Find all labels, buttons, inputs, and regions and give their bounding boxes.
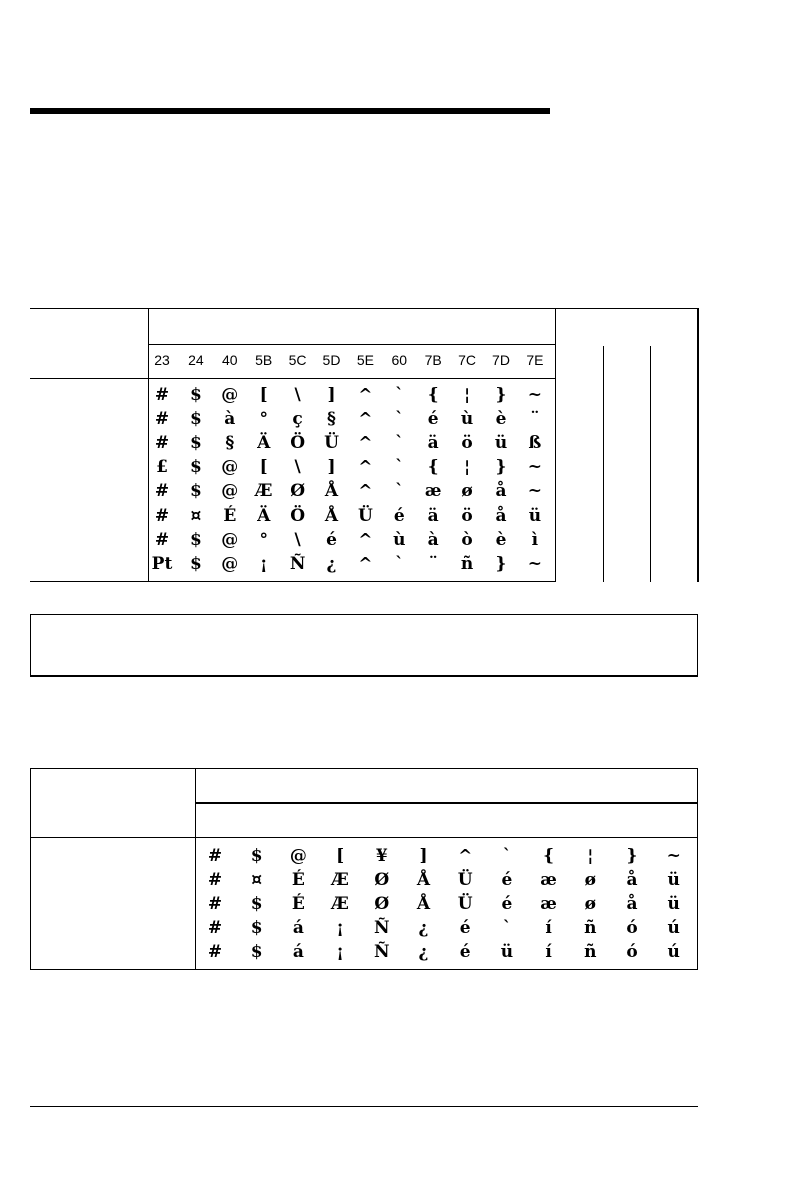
t1-top-border (30, 308, 698, 309)
t1-char-cell: Pt (151, 553, 173, 574)
t2-top-border (30, 768, 698, 769)
t1-char-cell: $ (189, 553, 202, 574)
t2-label-column-divider (195, 768, 196, 970)
t1-char-cell: ^ (358, 409, 373, 430)
t1-char-cell: # (154, 481, 170, 502)
t2-char-cell: { (543, 846, 555, 866)
t2-left-border (30, 768, 31, 970)
t2-char-cell: é (501, 870, 513, 891)
t1-char-cell: ^ (358, 457, 373, 478)
t1-char-cell: @ (221, 457, 239, 478)
t1-char-cell: ¦ (464, 385, 471, 405)
hex-code-5C: 5C (288, 352, 307, 368)
heading-rule (30, 108, 550, 114)
t1-char-cell: ö (461, 505, 473, 526)
t1-char-cell: # (154, 529, 170, 550)
t1-char-cell: ] (327, 385, 336, 405)
t2-char-cell: í (545, 942, 552, 963)
t1-char-cell: Ä (257, 505, 271, 526)
t1-char-cell: à (427, 529, 439, 550)
t2-char-cell: ü (500, 942, 514, 963)
t1-char-cell: ñ (460, 553, 474, 574)
t1-char-cell: ~ (527, 457, 543, 478)
t1-char-cell: } (495, 385, 507, 405)
t1-char-cell: @ (221, 553, 239, 574)
t2-char-cell: # (207, 942, 223, 963)
t1-char-cell: $ (189, 409, 202, 430)
t2-char-cell: ¡ (336, 942, 344, 963)
t1-bottom-border (30, 581, 556, 582)
t1-char-cell: Ä (257, 433, 271, 454)
t2-char-cell: ~ (666, 846, 681, 866)
hex-code-60: 60 (391, 352, 408, 368)
t1-char-cell: ü (528, 505, 542, 526)
t1-char-cell: $ (189, 385, 202, 405)
t1-char-cell: ^ (358, 529, 373, 550)
t2-char-cell: ] (419, 846, 428, 866)
t2-char-cell: É (291, 870, 305, 891)
t2-char-cell: Ü (457, 870, 473, 891)
note-box-bottom (30, 675, 698, 677)
t2-char-cell: ¿ (418, 918, 429, 939)
t1-char-cell: é (427, 409, 439, 430)
t1-char-cell: ä (427, 433, 439, 454)
t1-char-cell: è (495, 409, 507, 430)
hex-code-7C: 7C (458, 352, 477, 368)
t2-char-cell: ^ (458, 846, 473, 866)
t1-char-cell: @ (221, 529, 239, 550)
t1-char-cell: É (223, 505, 237, 526)
t1-char-cell: ö (461, 433, 473, 454)
t1-char-cell: Å (324, 481, 339, 502)
t2-char-cell: $ (250, 942, 263, 963)
t1-char-cell: Ñ (289, 553, 306, 574)
t1-char-cell: ¨ (530, 409, 540, 430)
t1-char-cell: ò (461, 529, 473, 550)
t1-char-cell: # (154, 433, 170, 454)
t2-char-cell: Å (416, 870, 431, 891)
t1-char-cell: å (495, 481, 507, 502)
t1-char-cell: ä (427, 505, 439, 526)
t1-char-cell: £ (156, 457, 168, 478)
t1-char-cell: Å (324, 505, 339, 526)
t2-char-cell: í (545, 918, 552, 939)
t1-char-cell: $ (189, 433, 202, 454)
t2-char-cell: É (291, 894, 305, 915)
t1-char-cell: § (327, 409, 336, 430)
t1-char-cell: Ü (324, 433, 339, 454)
t1-char-cell: ^ (358, 553, 373, 574)
t1-right-border (697, 308, 699, 582)
t2-char-cell: ó (626, 918, 638, 939)
t1-char-cell: ` (395, 553, 404, 574)
t2-char-cell: é (459, 918, 471, 939)
t2-char-cell: Å (416, 894, 431, 915)
t2-char-cell: [ (336, 846, 345, 866)
t1-char-cell: ] (327, 457, 336, 478)
t2-char-cell: # (207, 870, 223, 891)
t2-char-cell: Ñ (374, 942, 390, 963)
hex-code-5E: 5E (356, 352, 374, 368)
t1-char-cell: { (427, 385, 439, 405)
note-box-left (30, 614, 31, 676)
t1-char-cell: \ (294, 457, 301, 478)
hex-code-23: 23 (154, 352, 170, 368)
t1-char-cell: ç (292, 409, 303, 430)
hex-code-7E: 7E (526, 352, 544, 368)
t2-char-cell: ¦ (587, 846, 594, 866)
t1-char-cell: ~ (527, 385, 543, 405)
t1-char-cell: # (154, 385, 170, 405)
t1-char-cell: ¤ (190, 505, 202, 526)
t1-char-cell: ~ (527, 553, 543, 574)
t1-char-cell: # (154, 505, 170, 526)
hex-code-5D: 5D (322, 352, 341, 368)
t2-char-cell: @ (289, 846, 307, 866)
t1-char-cell: $ (189, 457, 202, 478)
t1-char-cell: é (393, 505, 405, 526)
t2-char-cell: } (626, 846, 638, 866)
hex-code-40: 40 (222, 352, 238, 368)
hex-code-7B: 7B (424, 352, 442, 368)
t2-bottom-border (30, 969, 698, 970)
t2-char-cell: $ (250, 894, 263, 915)
t1-char-cell: ù (460, 409, 474, 430)
hex-code-7D: 7D (492, 352, 510, 368)
t1-char-cell: { (427, 457, 439, 478)
t1-char-cell: Ü (357, 505, 373, 526)
t2-char-cell: # (207, 918, 223, 939)
t2-char-cell: å (626, 894, 638, 915)
t1-code-area-divider (555, 308, 556, 582)
t1-char-cell: è (495, 529, 507, 550)
t1-char-cell: ` (395, 433, 404, 454)
t2-char-cell: ` (502, 918, 512, 939)
hex-code-5B: 5B (255, 352, 273, 368)
t2-header-separator (30, 837, 698, 838)
t2-char-cell: $ (250, 918, 263, 939)
t1-char-cell: Ø (290, 481, 305, 502)
t1-char-cell: [ (259, 385, 268, 405)
t1-char-cell: # (154, 409, 170, 430)
t1-char-cell: ¡ (259, 553, 268, 574)
t1-char-cell: é (326, 529, 337, 550)
t1-char-cell: ø (461, 481, 473, 502)
t2-char-cell: ø (584, 894, 596, 915)
t1-char-cell: ß (528, 433, 542, 454)
t1-char-cell: ^ (358, 385, 373, 405)
t2-char-cell: Ñ (374, 918, 390, 939)
t2-char-cell: # (207, 846, 223, 866)
t2-char-cell: ñ (584, 918, 597, 939)
t2-char-cell: ü (667, 870, 680, 891)
t1-char-cell: [ (259, 457, 268, 478)
t1-char-cell: @ (221, 385, 239, 405)
note-box-right (697, 614, 698, 676)
t1-char-cell: ù (393, 529, 406, 550)
t1-char-cell: ` (395, 481, 404, 502)
t2-char-cell: ¡ (336, 918, 344, 939)
note-box-top (30, 614, 698, 615)
t1-char-cell: ì (531, 529, 539, 550)
t1-char-cell: ü (494, 433, 508, 454)
t1-char-cell: \ (294, 385, 301, 405)
t2-char-cell: é (459, 942, 471, 963)
footer-rule (30, 1106, 698, 1107)
t1-char-cell: } (495, 457, 507, 478)
t1-char-cell: ° (259, 529, 268, 550)
t1-char-cell: $ (189, 529, 202, 550)
t1-char-cell: ¦ (464, 457, 471, 478)
t1-char-cell: ^ (358, 433, 373, 454)
t2-char-cell: ¤ (251, 870, 263, 891)
t1-header-separator-main (148, 378, 556, 379)
t1-char-cell: ` (395, 409, 404, 430)
t2-right-border (697, 768, 698, 970)
t1-char-cell: } (495, 553, 507, 574)
t2-char-cell: ` (502, 846, 512, 866)
t2-char-cell: æ (540, 894, 557, 915)
t1-extra-column-divider-2 (650, 346, 651, 582)
t1-char-cell: ~ (527, 481, 543, 502)
t1-char-cell: $ (189, 481, 202, 502)
t2-char-cell: ¿ (418, 942, 429, 963)
t1-char-cell: ` (395, 385, 404, 405)
t2-char-cell: é (501, 894, 513, 915)
t1-char-cell: ° (259, 409, 268, 430)
t1-char-cell: ` (395, 457, 404, 478)
t2-char-cell: ü (667, 894, 680, 915)
t2-char-cell: ó (626, 942, 638, 963)
t2-char-cell: á (292, 918, 304, 939)
t2-char-cell: # (207, 894, 223, 915)
t2-char-cell: ú (667, 942, 680, 963)
t1-char-cell: Ö (290, 505, 305, 526)
t2-char-cell: á (292, 942, 304, 963)
t1-header-separator-left (30, 378, 148, 379)
t1-hex-header-rule (148, 344, 556, 345)
t2-char-cell: ñ (584, 942, 597, 963)
t1-char-cell: å (495, 505, 507, 526)
t2-char-cell: Ø (374, 870, 390, 891)
t1-char-cell: \ (294, 529, 301, 550)
t1-char-cell: ^ (358, 481, 373, 502)
t1-char-cell: Ö (290, 433, 305, 454)
t2-char-cell: $ (250, 846, 263, 866)
t2-char-cell: Æ (331, 870, 349, 891)
t2-char-cell: Æ (331, 894, 349, 915)
t2-char-cell: å (626, 870, 638, 891)
t2-char-cell: Ü (457, 894, 473, 915)
t1-char-cell: ¨ (428, 553, 438, 574)
t1-char-cell: ¿ (326, 553, 337, 574)
hex-code-24: 24 (188, 352, 204, 368)
t1-extra-column-divider-1 (603, 346, 604, 582)
t2-subheader-rule (195, 802, 698, 804)
t2-char-cell: ¥ (375, 846, 388, 866)
t1-char-cell: § (225, 433, 235, 454)
t1-char-cell: à (224, 409, 236, 430)
t2-char-cell: ú (667, 918, 680, 939)
t2-char-cell: æ (540, 870, 557, 891)
t2-char-cell: Ø (374, 894, 390, 915)
t1-char-cell: æ (424, 481, 442, 502)
t1-char-cell: Æ (254, 481, 273, 502)
t1-char-cell: @ (221, 481, 239, 502)
t2-char-cell: ø (584, 870, 596, 891)
